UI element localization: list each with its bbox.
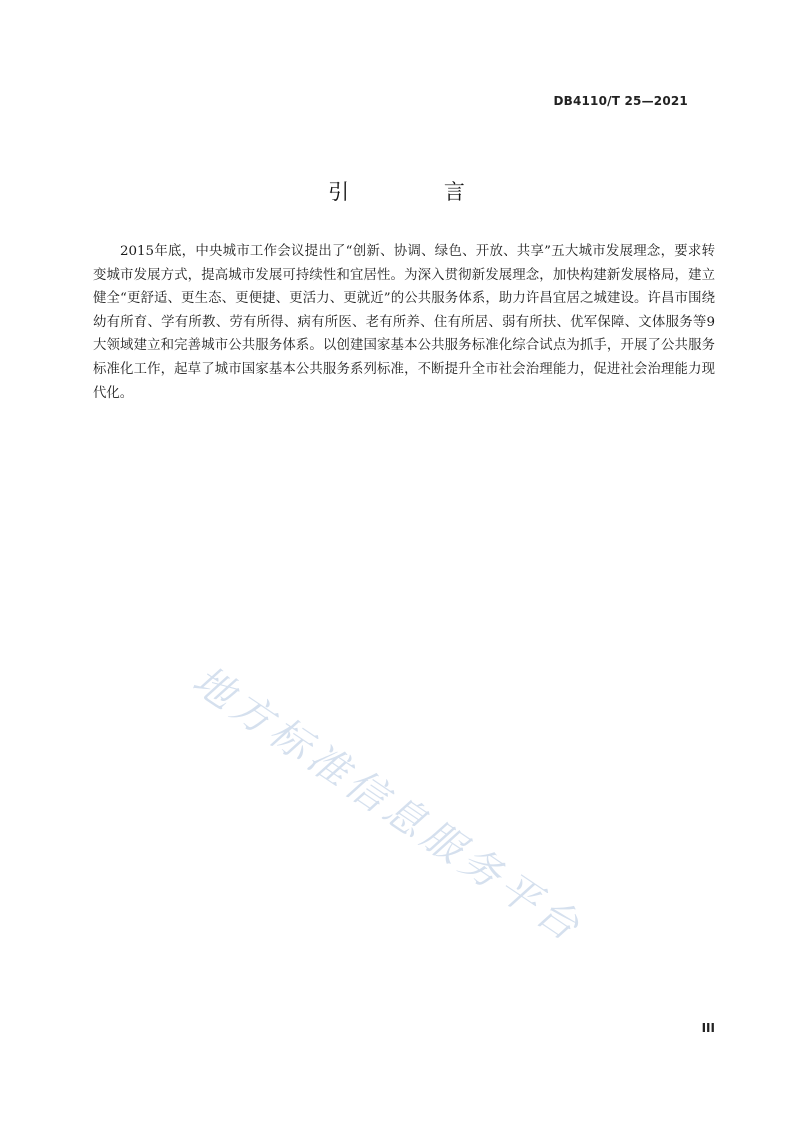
introduction-paragraph: 2015年底，中央城市工作会议提出了“创新、协调、绿色、开放、共享”五大城市发展理念，要求转变城市发展方式，提高城市发展可持续性和宜居性。为深入贯彻新发展理念，加快构建新发展格局，建立健全“更舒适、更生态、更便捷、更活力、更就近”的公共服务体系，助力许昌宜居之城建设。许昌市围绕幼有所育、学有所教、劳有所得、病有所医、老有所养、住有所居、弱有所扶、优军保障、文体服务等9大领域建立和完善城市公共服务体系。以创建国家基本公共服务标准化综合试点为抓手，开展了公共服务标准化工作，起草了城市国家基本公共服务系列标准，不断提升全市社会治理能力，促进社会治理能力现代化。 <box>93 244 715 401</box>
watermark <box>184 650 675 953</box>
document-code: DB4110/T 25—2021 <box>553 94 688 108</box>
section-title: 引 言 <box>328 180 509 204</box>
page-number: III <box>701 1021 715 1035</box>
watermark-text: 地方标准信息服务平台 <box>184 657 592 953</box>
